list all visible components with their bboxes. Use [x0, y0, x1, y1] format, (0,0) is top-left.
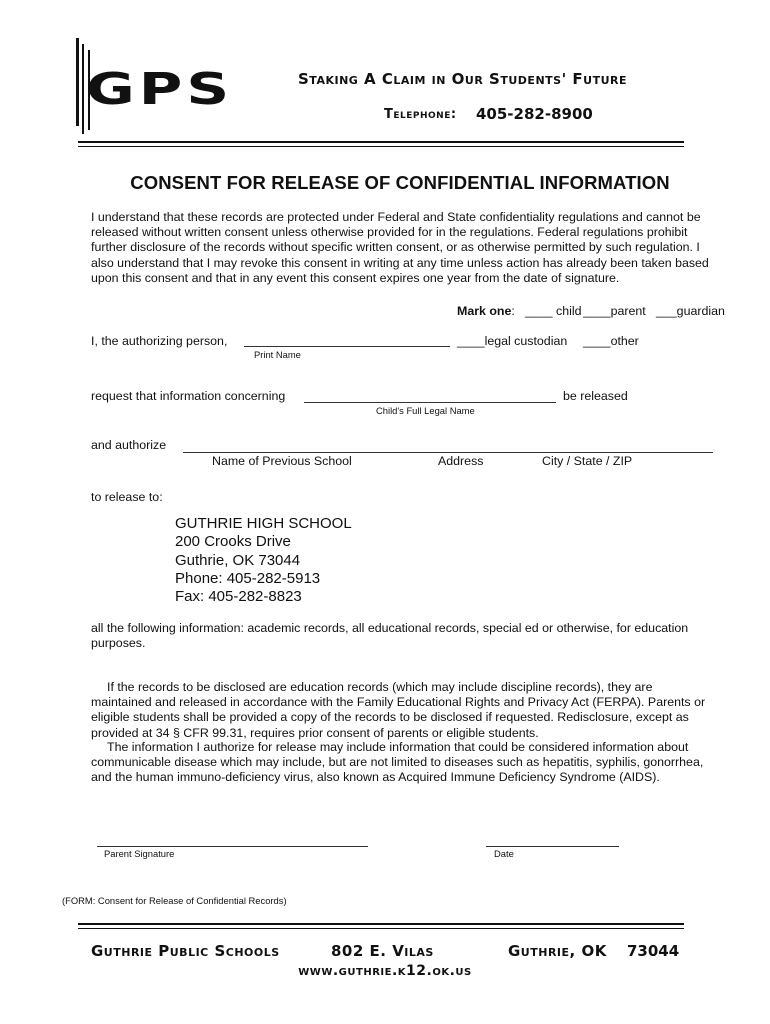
authorize-label: and authorize	[91, 438, 167, 452]
recipient-address	[175, 515, 352, 606]
telephone-number: 405-282-8900	[476, 105, 593, 123]
recipient-street: 200 Crooks Drive	[175, 533, 291, 551]
request-suffix: be released	[563, 389, 628, 403]
disease-paragraph: The information I authorize for release may include information that could be considered information about communicable disease which may include, but are not limited to diseases such as hepatitis, syphilis, gonorrhea, and the human immuno-deficiency virus, also known as Acquired Immune Deficiency Syndrome (AIDS).	[91, 740, 704, 785]
motto: Staking A Claim in Our Students' Future	[298, 70, 627, 88]
city-state-zip-caption: City / State / ZIP	[542, 454, 633, 468]
option-child[interactable]: ____ child	[525, 304, 582, 318]
date-field[interactable]	[486, 846, 619, 847]
mark-one-label: Mark one	[457, 304, 512, 318]
release-to-label: to release to:	[91, 490, 163, 504]
option-parent[interactable]: ____parent	[583, 304, 646, 318]
request-label: request that information concerning	[91, 389, 286, 403]
child-name-caption: Child's Full Legal Name	[376, 405, 475, 416]
footer-rule-bottom	[78, 928, 684, 929]
footer-street: 802 E. Vilas	[331, 942, 434, 960]
footer-district: Guthrie Public Schools	[91, 942, 280, 960]
recipient-fax: Fax: 405-282-8823	[175, 588, 302, 606]
telephone-label: Telephone:	[384, 107, 457, 122]
school-caption: Name of Previous School	[212, 454, 352, 468]
header-rule-top	[78, 141, 684, 143]
intro-paragraph: I understand that these records are protected under Federal and State confidentiality regulations and cannot be released without written consent unless otherwise provided for in the regulations. Federal regulations prohibit further disclosure of the records without specific written consent, or as otherwise permitted by such regulation. I also understand that I may revoke this consent in writing at any time unless action has already been taken based upon this consent and that in any event this consent expires one year from the date of signature.	[91, 210, 709, 285]
mark-one-row	[457, 304, 515, 318]
footer-rule-top	[78, 923, 684, 925]
page-title: CONSENT FOR RELEASE OF CONFIDENTIAL INFORMATION	[130, 172, 670, 193]
recipient-name: GUTHRIE HIGH SCHOOL	[175, 515, 352, 532]
parent-signature-field[interactable]	[97, 846, 368, 847]
option-legal-custodian[interactable]: ____legal custodian	[457, 334, 568, 348]
recipient-city: Guthrie, OK 73044	[175, 551, 301, 569]
footer-zip: 73044	[627, 942, 680, 960]
records-paragraph: all the following information: academic records, all educational records, special ed or otherwise, for education purposes.	[91, 621, 689, 651]
print-name-caption: Print Name	[254, 349, 301, 360]
header-rule-bottom	[78, 146, 684, 147]
recipient-phone: Phone: 405-282-5913	[175, 569, 321, 587]
option-guardian[interactable]: ___guardian	[656, 304, 725, 318]
gps-logo: GPS	[86, 64, 234, 115]
authorizing-label: I, the authorizing person,	[91, 334, 228, 348]
form-note: (FORM: Consent for Release of Confidential Records)	[62, 895, 287, 906]
address-caption: Address	[438, 454, 484, 468]
option-other[interactable]: ____other	[583, 334, 639, 348]
mark-one-sep: :	[511, 304, 515, 318]
date-caption: Date	[494, 848, 514, 859]
ferpa-paragraph: If the records to be disclosed are education records (which may include discipline records), they are maintained and released in accordance with the Family Educational Rights and Privacy Act (FERPA). Parents or eligible students shall be provided a copy of the records to be disclosed if requested. Redisclosure, except as provided at 34 § CFR 99.31, requires prior consent of parents or eligible students.	[91, 680, 706, 740]
child-name-field[interactable]	[304, 402, 556, 403]
footer-url[interactable]: www.guthrie.k12.ok.us	[298, 963, 472, 979]
footer-city: Guthrie, OK	[508, 942, 607, 960]
parent-signature-caption: Parent Signature	[104, 848, 175, 859]
print-name-field[interactable]	[244, 346, 450, 347]
previous-school-field[interactable]	[183, 452, 713, 453]
